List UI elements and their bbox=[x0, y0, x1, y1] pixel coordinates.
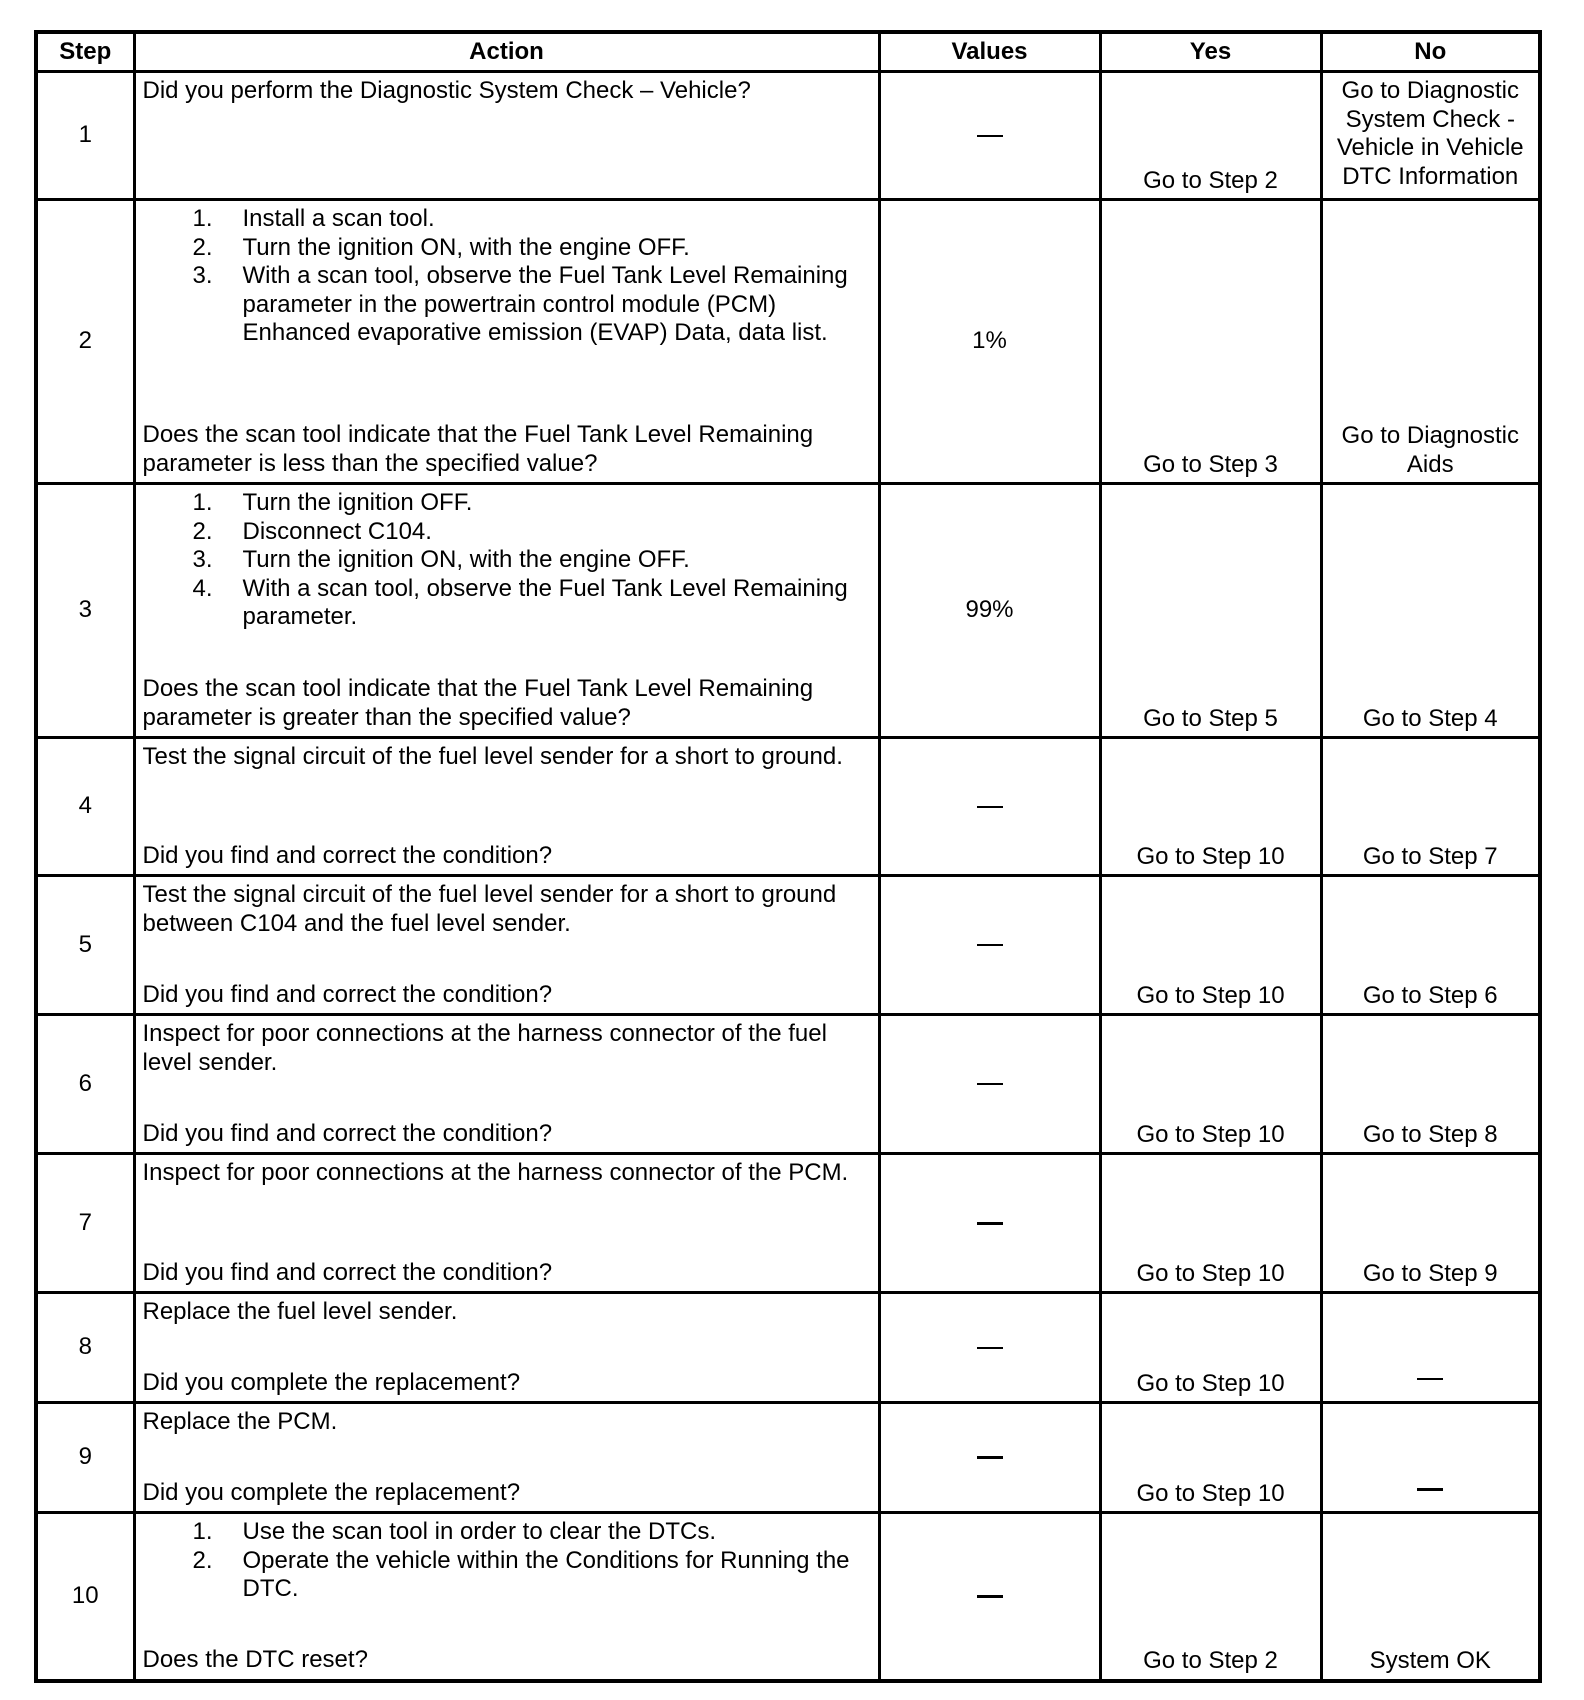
action-cell bbox=[134, 1154, 879, 1293]
table-header bbox=[36, 32, 1540, 72]
action-cell bbox=[134, 1015, 879, 1154]
instruction-item bbox=[143, 205, 872, 234]
header-values: Values bbox=[879, 32, 1100, 72]
step-number: 10 bbox=[36, 1513, 134, 1681]
instruction-number: 1. bbox=[192, 205, 213, 232]
instruction-item bbox=[143, 1518, 872, 1547]
no-cell: Go to Step 8 bbox=[1321, 1015, 1540, 1154]
action-instructions bbox=[143, 205, 872, 348]
values-cell bbox=[879, 1403, 1100, 1513]
instruction-number: 2. bbox=[192, 517, 213, 545]
action-question: Did you complete the replacement? bbox=[142, 1478, 521, 1506]
instruction-item bbox=[143, 546, 872, 575]
action-cell bbox=[134, 876, 879, 1015]
action-instructions bbox=[143, 1159, 872, 1188]
action-instructions bbox=[143, 881, 872, 938]
dash-mark bbox=[977, 1222, 1003, 1225]
instruction-text: Operate the vehicle within the Conditions for Running the DTC. bbox=[242, 1546, 850, 1602]
action-content bbox=[143, 1020, 872, 1148]
action-content bbox=[143, 1298, 872, 1397]
action-text: Inspect for poor connections at the harness connector of the PCM. bbox=[142, 1159, 849, 1186]
yes-cell: Go to Step 10 bbox=[1100, 1293, 1321, 1403]
action-cell bbox=[134, 1403, 879, 1513]
header-yes: Yes bbox=[1100, 32, 1321, 72]
instruction-text: Disconnect C104. bbox=[242, 517, 432, 545]
action-content bbox=[143, 1408, 872, 1507]
action-cell bbox=[134, 72, 879, 200]
table-row bbox=[36, 1293, 1540, 1403]
dash-mark bbox=[977, 1083, 1003, 1085]
no-cell: System OK bbox=[1321, 1513, 1540, 1681]
instruction-number: 4. bbox=[192, 574, 213, 602]
no-cell bbox=[1321, 1403, 1540, 1513]
values-cell bbox=[879, 738, 1100, 876]
action-content bbox=[143, 489, 872, 732]
no-cell bbox=[1321, 1293, 1540, 1403]
step-number: 9 bbox=[36, 1403, 134, 1513]
step-number: 8 bbox=[36, 1293, 134, 1403]
instruction-number: 2. bbox=[192, 233, 213, 261]
action-cell bbox=[134, 738, 879, 876]
instruction-item bbox=[143, 518, 872, 547]
action-instructions bbox=[143, 1298, 872, 1327]
dash-mark bbox=[977, 806, 1003, 808]
table-row bbox=[36, 1513, 1540, 1681]
header-step: Step bbox=[36, 32, 134, 72]
yes-cell: Go to Step 10 bbox=[1100, 1154, 1321, 1293]
action-content bbox=[143, 1159, 872, 1287]
action-instructions bbox=[143, 1408, 872, 1437]
dash-mark bbox=[977, 1456, 1003, 1459]
instruction-item bbox=[143, 489, 872, 518]
action-cell bbox=[134, 484, 879, 738]
step-number: 7 bbox=[36, 1154, 134, 1293]
table-row bbox=[36, 1403, 1540, 1513]
action-instructions bbox=[143, 743, 872, 772]
action-text: Test the signal circuit of the fuel level sender for a short to ground. bbox=[142, 743, 843, 770]
dash-mark bbox=[1417, 1378, 1443, 1380]
header-no: No bbox=[1321, 32, 1540, 72]
action-text: Replace the PCM. bbox=[142, 1408, 338, 1435]
action-cell bbox=[134, 1513, 879, 1681]
action-cell bbox=[134, 200, 879, 484]
yes-cell: Go to Step 10 bbox=[1100, 738, 1321, 876]
instruction-text: Turn the ignition ON, with the engine OFF. bbox=[242, 233, 690, 261]
instruction-text: Install a scan tool. bbox=[242, 205, 435, 232]
yes-cell: Go to Step 3 bbox=[1100, 200, 1321, 484]
table-row bbox=[36, 200, 1540, 484]
table-row bbox=[36, 484, 1540, 738]
no-cell: Go to Step 4 bbox=[1321, 484, 1540, 738]
action-content bbox=[143, 743, 872, 870]
instruction-text: With a scan tool, observe the Fuel Tank Level Remaining parameter in the powertrain control module (PCM) Enhanced evaporative emission (EVAP) Data, data list. bbox=[242, 262, 848, 346]
instruction-item bbox=[143, 262, 872, 348]
instruction-item bbox=[143, 1547, 872, 1604]
action-question: Did you find and correct the condition? bbox=[142, 1119, 553, 1147]
no-cell: Go to Step 9 bbox=[1321, 1154, 1540, 1293]
instruction-text: Use the scan tool in order to clear the DTCs. bbox=[242, 1518, 717, 1545]
action-question: Does the scan tool indicate that the Fuel Tank Level Remaining parameter is less than the specified value? bbox=[142, 421, 814, 477]
table-row bbox=[36, 1015, 1540, 1154]
dash-mark bbox=[977, 135, 1003, 137]
dash-mark bbox=[977, 944, 1003, 946]
no-cell: Go to Step 7 bbox=[1321, 738, 1540, 876]
values-cell bbox=[879, 72, 1100, 200]
action-text: Inspect for poor connections at the harness connector of the fuel level sender. bbox=[142, 1020, 827, 1076]
instruction-text: With a scan tool, observe the Fuel Tank Level Remaining parameter. bbox=[242, 574, 848, 630]
table-body bbox=[36, 72, 1540, 1681]
table-row bbox=[36, 738, 1540, 876]
values-cell: 1% bbox=[879, 200, 1100, 484]
instruction-number: 3. bbox=[192, 262, 213, 289]
header-action: Action bbox=[134, 32, 879, 72]
action-instructions bbox=[143, 489, 872, 632]
instruction-list bbox=[143, 489, 872, 632]
dash-mark bbox=[977, 1347, 1003, 1349]
values-cell bbox=[879, 1015, 1100, 1154]
action-question: Did you find and correct the condition? bbox=[142, 980, 553, 1008]
action-text: Replace the fuel level sender. bbox=[142, 1298, 458, 1325]
instruction-item bbox=[143, 234, 872, 263]
table-row bbox=[36, 72, 1540, 200]
step-number: 6 bbox=[36, 1015, 134, 1154]
action-cell bbox=[134, 1293, 879, 1403]
header-row bbox=[36, 32, 1540, 72]
yes-cell: Go to Step 10 bbox=[1100, 1015, 1321, 1154]
action-content bbox=[143, 1518, 872, 1675]
step-number: 4 bbox=[36, 738, 134, 876]
yes-cell: Go to Step 5 bbox=[1100, 484, 1321, 738]
action-question: Did you complete the replacement? bbox=[142, 1368, 521, 1396]
action-content bbox=[143, 77, 872, 194]
yes-cell: Go to Step 10 bbox=[1100, 1403, 1321, 1513]
action-instructions bbox=[143, 1020, 872, 1077]
table-row bbox=[36, 876, 1540, 1015]
action-question: Did you find and correct the condition? bbox=[142, 841, 553, 869]
instruction-number: 1. bbox=[192, 489, 213, 516]
no-cell: Go to Diagnostic System Check - Vehicle in Vehicle DTC Information bbox=[1321, 72, 1540, 200]
instruction-number: 3. bbox=[192, 546, 213, 573]
table-row bbox=[36, 1154, 1540, 1293]
instruction-list bbox=[143, 205, 872, 348]
values-cell bbox=[879, 1293, 1100, 1403]
instruction-item bbox=[143, 575, 872, 632]
action-question: Does the scan tool indicate that the Fuel Tank Level Remaining parameter is greater than the specified value? bbox=[142, 675, 814, 731]
instruction-text: Turn the ignition ON, with the engine OFF. bbox=[242, 546, 690, 573]
values-cell bbox=[879, 1154, 1100, 1293]
action-instructions bbox=[143, 77, 872, 106]
values-cell bbox=[879, 876, 1100, 1015]
action-text: Did you perform the Diagnostic System Check – Vehicle? bbox=[142, 77, 751, 104]
instruction-number: 2. bbox=[192, 1546, 213, 1574]
instruction-number: 1. bbox=[192, 1518, 213, 1545]
action-question: Did you find and correct the condition? bbox=[142, 1258, 553, 1286]
step-number: 5 bbox=[36, 876, 134, 1015]
action-text: Test the signal circuit of the fuel level sender for a short to ground between C104 and the fuel level sender. bbox=[142, 881, 837, 937]
step-number: 1 bbox=[36, 72, 134, 200]
step-number: 2 bbox=[36, 200, 134, 484]
values-cell bbox=[879, 1513, 1100, 1681]
yes-cell: Go to Step 10 bbox=[1100, 876, 1321, 1015]
no-cell: Go to Step 6 bbox=[1321, 876, 1540, 1015]
action-question: Does the DTC reset? bbox=[142, 1646, 368, 1673]
action-content bbox=[143, 881, 872, 1009]
action-content bbox=[143, 205, 872, 478]
yes-cell: Go to Step 2 bbox=[1100, 1513, 1321, 1681]
instruction-text: Turn the ignition OFF. bbox=[242, 489, 473, 516]
dash-mark bbox=[977, 1595, 1003, 1598]
step-number: 3 bbox=[36, 484, 134, 738]
yes-cell: Go to Step 2 bbox=[1100, 72, 1321, 200]
values-cell: 99% bbox=[879, 484, 1100, 738]
action-instructions bbox=[143, 1518, 872, 1604]
dash-mark bbox=[1417, 1488, 1443, 1491]
no-cell: Go to Diagnostic Aids bbox=[1321, 200, 1540, 484]
instruction-list bbox=[143, 1518, 872, 1604]
diagnostic-table bbox=[34, 30, 1542, 1683]
